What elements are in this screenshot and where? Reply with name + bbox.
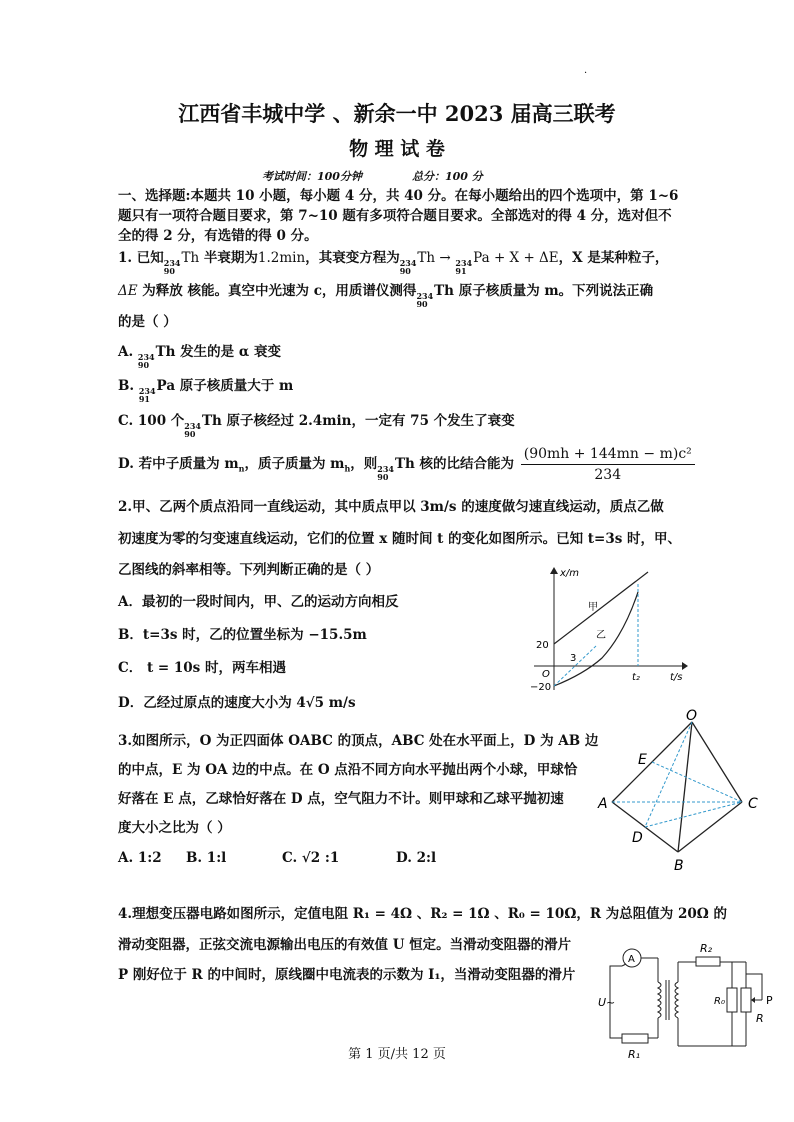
exam-title: 江西省丰城中学 、新余一中 2023 届高三联考 [178,101,616,126]
svg-text:C: C [748,796,758,812]
label-yi: 乙 [596,630,606,641]
total-score: 总分：100 分 [412,170,483,183]
q2-option-a: A．最初的一段时间内，甲、乙的运动方向相反 [118,594,399,610]
label-jia: 甲 [588,602,598,613]
q3-line-3: 好落在 E 点，乙球恰好落在 D 点，空气阻力不计。则甲球和乙球平抛初速 [118,791,564,807]
tick-20: 20 [536,640,549,651]
q1-line-1: 1. 已知 234 90 Th 半衰期为1.2min，其衰变方程为 234 90 Th → 234 91 Pa + X + ΔE，X 是某种粒子， [118,250,669,276]
svg-text:E: E [638,752,647,768]
q2-line-3: 乙图线的斜率相等。下列判断正确的是（ ） [118,562,380,578]
q2-option-b: B．t=3s 时，乙的位置坐标为 −15.5m [118,627,367,643]
svg-text:A: A [598,796,608,812]
subject-title: 物 理 试 卷 [349,138,445,160]
y-axis-arrow [550,567,558,574]
svg-text:O: O [686,708,698,724]
q3-option-a: A. 1:2 [118,850,162,866]
binding-energy-fraction: $\frac{\text{(90mh + 144mn − m)c²}}{234}$ [521,444,695,485]
svg-text:A: A [628,954,635,965]
q1-line-3: 的是（ ） [118,314,177,330]
y-axis-label: x/m [560,568,580,579]
svg-text:R₀: R₀ [714,996,725,1007]
q3-line-4: 度大小之比为（ ） [118,820,231,836]
corner-dot: · [584,68,588,79]
q2-line-2: 初速度为零的匀变速直线运动，它们的位置 x 随时间 t 的变化如图所示。已知 t=3s 时，甲、 [118,531,682,547]
q2-line-1: 2.甲、乙两个质点沿同一直线运动，其中质点甲以 3m/s 的速度做匀速直线运动，质点乙做 [118,499,664,515]
q4-line-1: 4.理想变压器电路如图所示，定值电阻 R₁ = 4Ω 、R₂ = 1Ω 、R₀ = 10Ω，R 为总阻值为 20Ω 的 [118,906,727,922]
q3-option-c: C. √2 :1 [282,850,340,866]
tetrahedron-figure [592,708,772,878]
isotope-th: 234 90 [163,258,181,276]
q1-option-d: D. 若中子质量为 $m_n$，质子质量为 $m_h$，则 234 90 Th 核的比结合能为 $\frac{\text{(90mh + 144mn − m)c²}}{234}$ [118,444,695,485]
tick-minus-20: −20 [530,682,552,693]
svg-text:U~: U~ [598,996,616,1009]
svg-text:B: B [674,858,684,874]
xt-graph [524,562,690,694]
tick-3: 3 [570,653,577,664]
origin-label: O [542,669,550,680]
section-intro-2: 题只有一项符合题目要求，第 7~10 题有多项符合题目要求。全部选对的得 4 分，选对但不 [118,208,672,224]
r1-resistor [622,1034,648,1043]
q3-option-d: D. 2:l [396,850,437,866]
exam-time: 考试时间：100分钟 [262,170,362,183]
section-intro-1: 一、选择题:本题共 10 小题，每小题 4 分，共 40 分。在每小题给出的四个选项中，第 1~6 [118,188,679,204]
q1-prefix: 1. 已知 [118,250,164,266]
svg-text:R: R [756,1012,764,1025]
svg-text:P: P [766,994,773,1007]
x-axis-arrow [682,662,688,670]
q1-option-b: B. 234 91 Pa 原子核质量大于 m [118,378,294,404]
page-footer: 第 1 页/共 12 页 [348,1047,446,1062]
r2-resistor [696,957,720,966]
x-axis-label: t/s [670,672,683,683]
r0-resistor [727,988,737,1012]
section-intro-3: 全的得 2 分，有选错的得 0 分。 [118,228,318,244]
tick-t2: t₂ [632,672,640,683]
q1-option-c: C. 100 个 234 90 Th 原子核经过 2.4min，一定有 75 个发生了衰变 [118,413,515,439]
q1-option-a: A. 234 90 Th 发生的是 α 衰变 [118,344,281,370]
rheostat [741,988,751,1012]
q2-option-d: D．乙经过原点的速度大小为 4√5 m/s [118,695,356,711]
svg-text:R₂: R₂ [700,942,713,955]
q4-line-2: 滑动变阻器，正弦交流电源输出电压的有效值 U 恒定。当滑动变阻器的滑片 [118,937,572,953]
q2-option-c: C． t = 10s 时，两车相遇 [118,660,286,676]
q3-line-1: 3.如图所示，O 为正四面体 OABC 的顶点，ABC 处在水平面上，D 为 AB 边 [118,733,599,749]
q4-line-3: P 刚好位于 R 的中间时，原线圈中电流表的示数为 I₁，当滑动变阻器的滑片 [118,967,576,983]
q3-line-2: 的中点，E 为 OA 边的中点。在 O 点沿不同方向水平抛出两个小球，甲球恰 [118,762,578,778]
q3-option-b: B. 1:l [186,850,227,866]
svg-text:R₁: R₁ [628,1048,641,1061]
q1-line-2: ΔE 为释放 核能。真空中光速为 c，用质谱仪测得 234 90 Th 原子核质量为 m。下列说法正确 [118,283,654,309]
svg-text:D: D [632,830,643,846]
